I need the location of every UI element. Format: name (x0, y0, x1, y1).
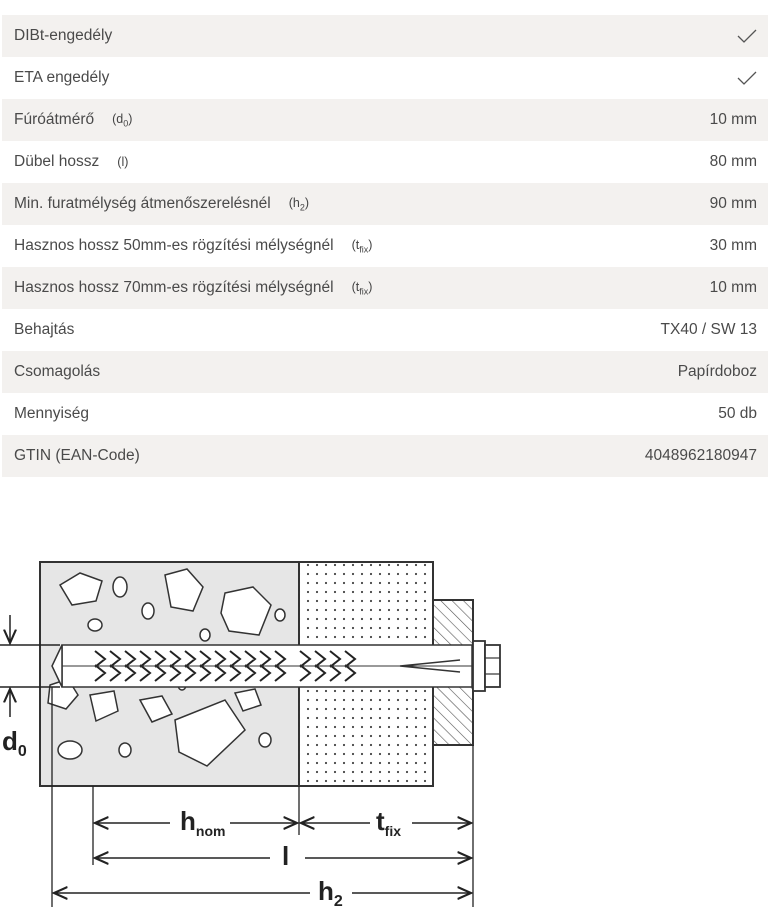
spec-row-min-drill-depth (2, 183, 768, 225)
check-icon (737, 71, 757, 85)
spec-table (2, 15, 768, 477)
spec-symbol: $(h_2)$ (288, 195, 310, 213)
spec-value: TX40 / SW 13 (660, 321, 757, 338)
spec-row-eta (2, 57, 768, 99)
spec-row-drive (2, 309, 768, 351)
hnom-label: $h_{nom}$ (180, 806, 226, 839)
spec-label: Hasznos hossz 70mm-es rögzítési mélységnél (14, 279, 334, 296)
spec-row-drill-diameter (2, 99, 768, 141)
spec-row-gtin (2, 435, 768, 477)
spec-value: 4048962180947 (644, 447, 757, 464)
spec-value: 50 db (718, 405, 757, 422)
spec-label: Csomagolás (14, 363, 101, 380)
spec-value: Papírdoboz (677, 363, 757, 380)
spec-symbol: $(t_{fix})$ (351, 279, 373, 297)
hnom-dimension (95, 806, 297, 839)
spec-value: 10 mm (709, 111, 757, 128)
l-label: l (282, 841, 290, 871)
spec-label: Mennyiség (14, 405, 89, 422)
spec-label: Min. furatmélység átmenőszerelésnél (14, 195, 271, 212)
spec-value: 10 mm (709, 279, 757, 296)
tfix-dimension (301, 806, 471, 839)
spec-symbol: $(t_{fix})$ (351, 237, 373, 255)
spec-label: Dübel hossz (14, 153, 100, 170)
spec-label: Hasznos hossz 50mm-es rögzítési mélységnél (14, 237, 334, 254)
spec-label: DIBt-engedély (14, 27, 113, 44)
spec-value: 90 mm (709, 195, 757, 212)
spec-row-dibt (2, 15, 768, 57)
screw-head (473, 641, 500, 691)
spec-value: 80 mm (709, 153, 757, 170)
spec-symbol: $(d_0)$ (112, 111, 133, 129)
spec-label: ETA engedély (14, 69, 110, 86)
d0-label: $d_0$ (2, 726, 27, 760)
h2-dimension (54, 876, 471, 910)
spec-row-anchor-length (2, 141, 768, 183)
l-dimension (95, 841, 471, 871)
spec-row-usable-length-70 (2, 267, 768, 309)
check-icon (737, 29, 757, 43)
anchor-body (52, 645, 472, 687)
installation-diagram (0, 545, 772, 913)
spec-label: Fúróátmérő (14, 111, 95, 128)
h2-label: $h_2$ (318, 876, 343, 910)
spec-label: GTIN (EAN-Code) (14, 447, 140, 464)
spec-row-quantity (2, 393, 768, 435)
spec-label: Behajtás (14, 321, 75, 338)
spec-symbol: (l) (117, 155, 129, 169)
spec-row-usable-length-50 (2, 225, 768, 267)
tfix-label: $t_{fix}$ (376, 806, 402, 839)
spec-value: 30 mm (709, 237, 757, 254)
spec-row-packaging (2, 351, 768, 393)
anchor-drawing (0, 545, 772, 913)
